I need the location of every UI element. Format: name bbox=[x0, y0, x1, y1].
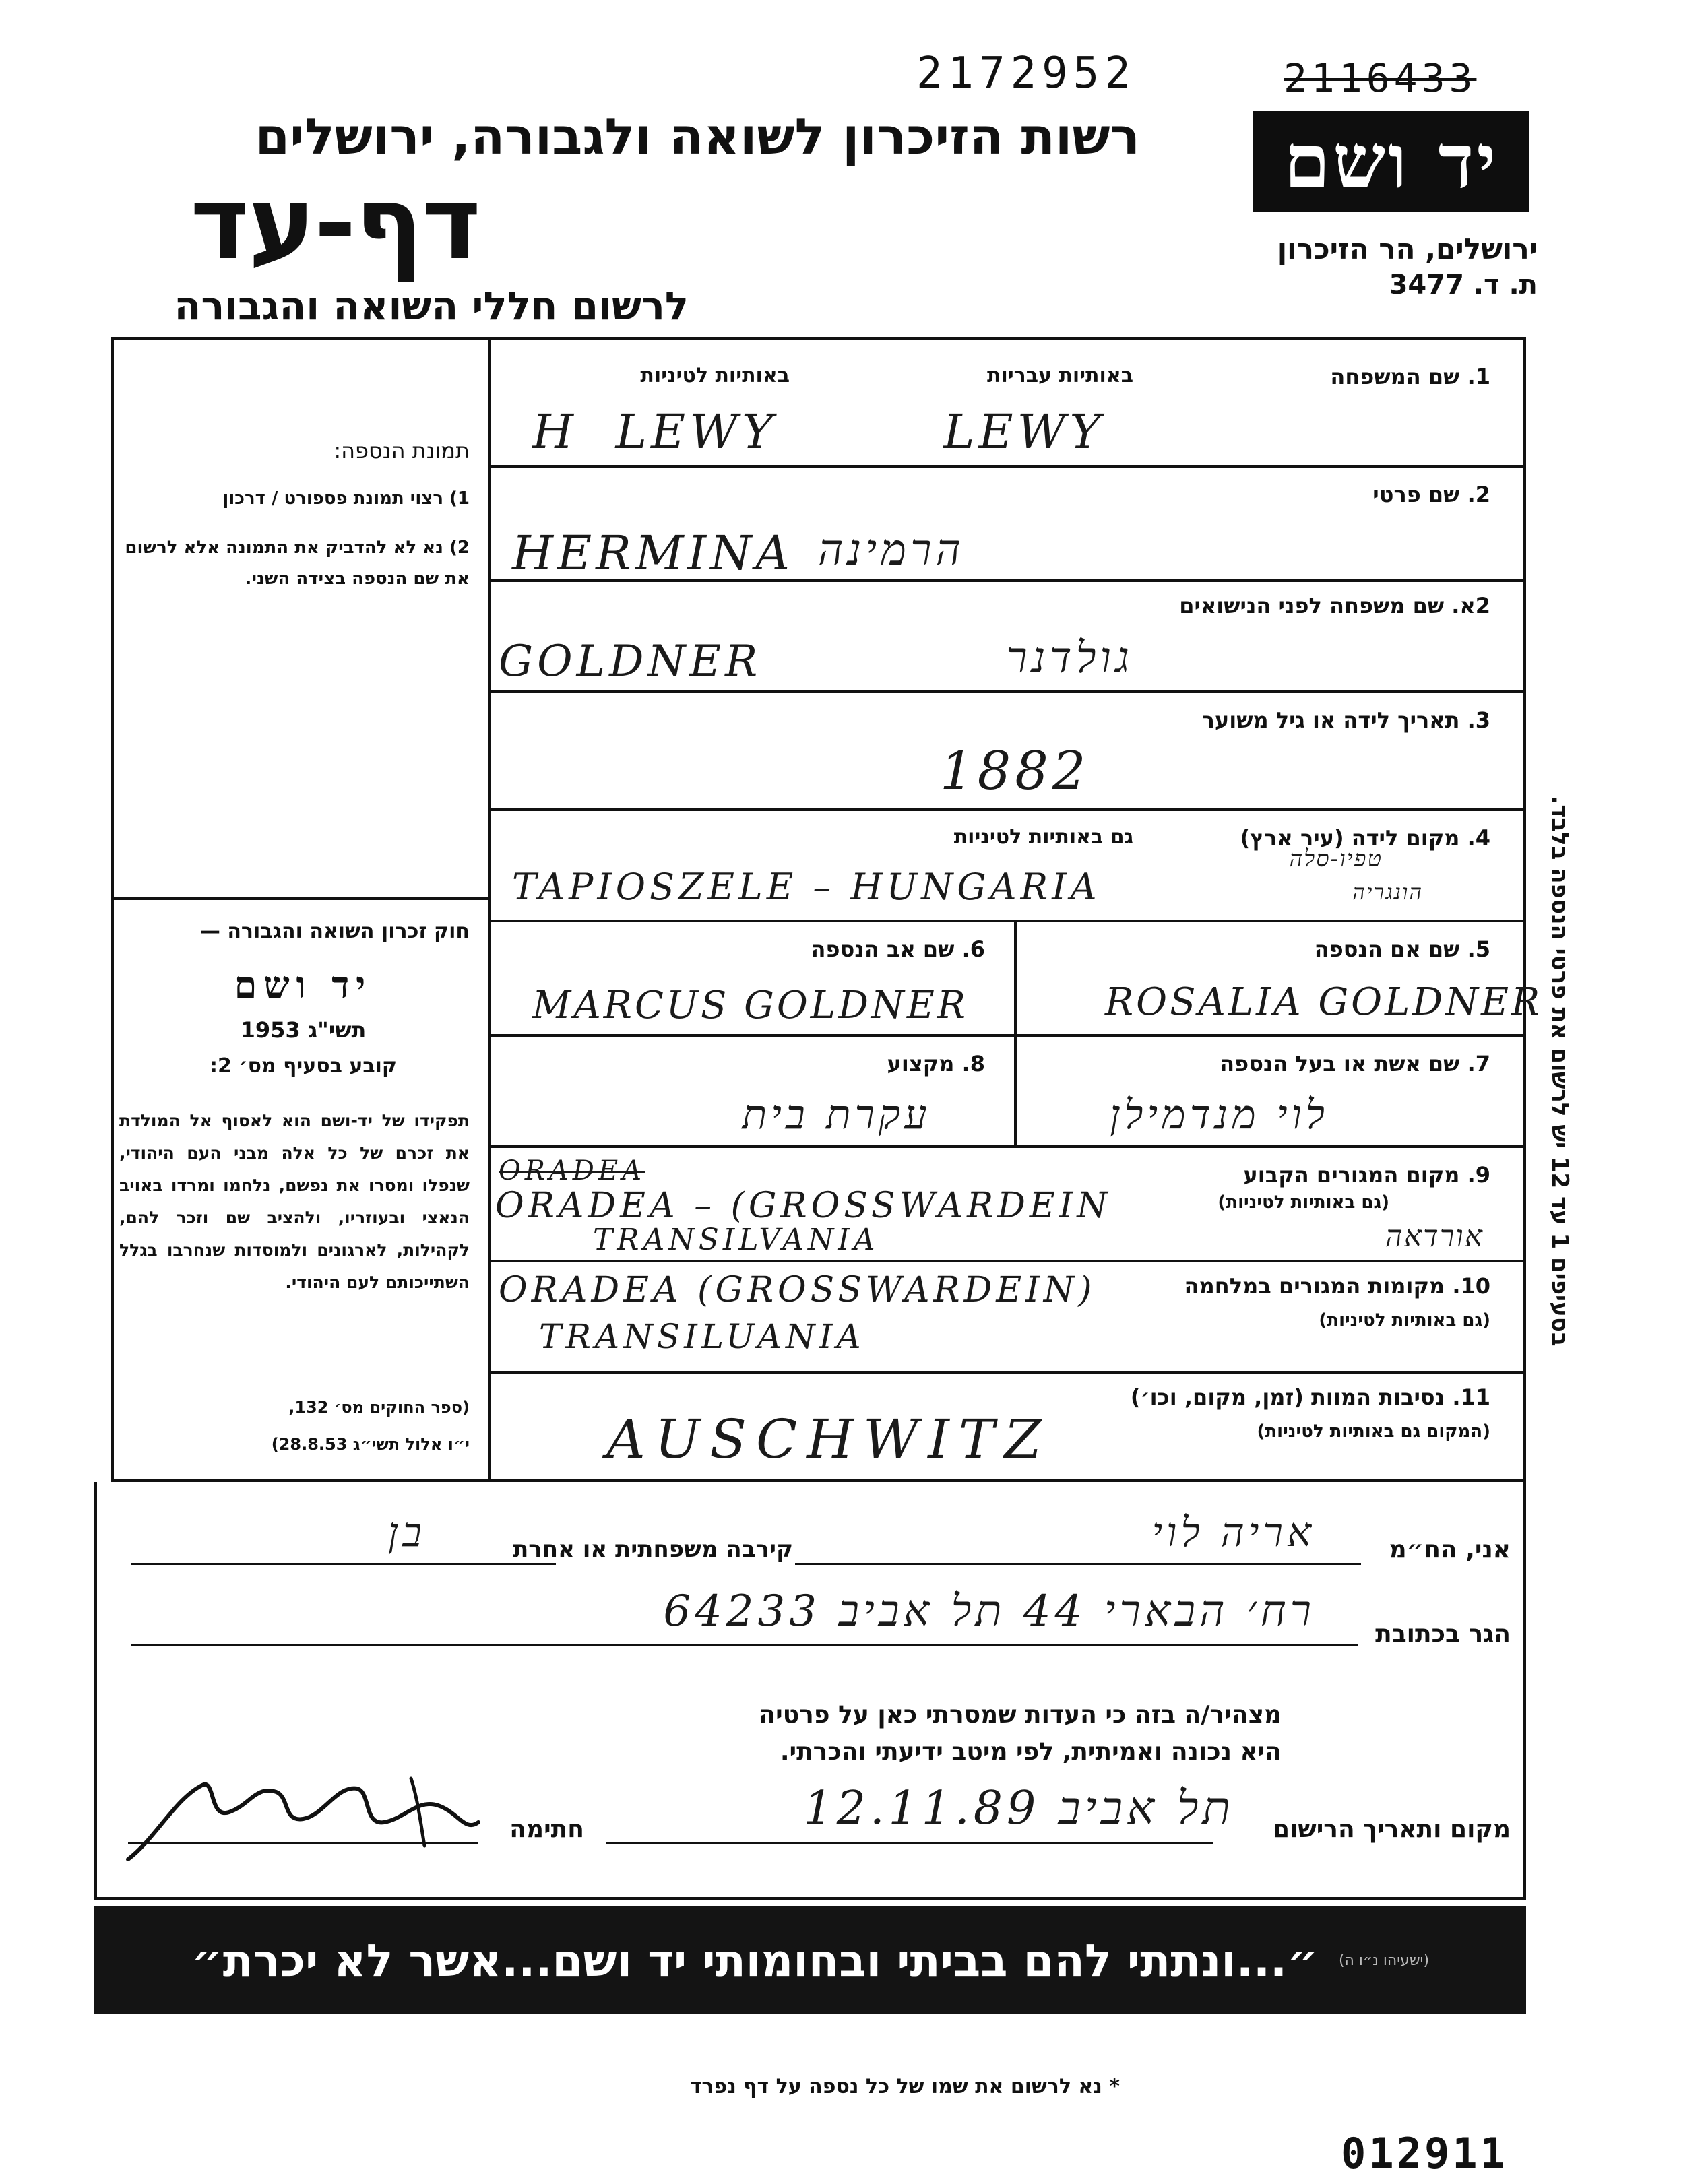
field-10-sub: (גם באותיות לטיניות) bbox=[1319, 1310, 1490, 1330]
field-9-value-struck: ORADEA bbox=[499, 1155, 645, 1186]
field-10-value-1: ORADEA (GROSSWARDEIN) bbox=[499, 1270, 1096, 1310]
field-8-label: 8. מקצוע bbox=[887, 1051, 985, 1077]
field-1-value-hebrew: LEWY bbox=[943, 404, 1105, 459]
field-2a-value-latin: GOLDNER bbox=[499, 637, 762, 686]
row-divider bbox=[488, 1034, 1526, 1037]
field-5-label: 5. שם אם הנספה bbox=[1314, 936, 1490, 962]
field-7-value: לוי מנדמילן bbox=[1110, 1091, 1329, 1138]
form-title: דף-עד bbox=[190, 165, 480, 282]
law-body: תפקידו של יד-ושם הוא לאסוף אל המולדת את זכרם של כל אלה מבני העם היהודי, שנפלו ומסרו את נפשם, נלחמו ומרדו באויב הנאצי ובעוזריו, ולהציב שם וזכר להם, לקהילות, לארגונים ולמוסדות שנחרבו בגלל השתייכותם לעם היהודי. bbox=[119, 1111, 470, 1292]
address-line bbox=[131, 1644, 1358, 1646]
row-divider bbox=[488, 920, 1526, 922]
declarant-value: אריה לוי bbox=[1151, 1509, 1315, 1556]
side-panel-divider bbox=[488, 337, 491, 1482]
law-name: יד ושם bbox=[234, 963, 373, 1006]
field-7-label: 7. שם אשת או בעל הנספה bbox=[1220, 1051, 1490, 1077]
row-divider bbox=[488, 465, 1526, 468]
field-6-value: MARCUS GOLDNER bbox=[532, 984, 968, 1027]
field-4-value-latin: TAPIOSZELE – HUNGARIA bbox=[512, 866, 1101, 908]
field-11-sub: (המקום גם באותיות לטיניות) bbox=[1257, 1421, 1490, 1442]
address-line-2: ת. ד. 3477 bbox=[1389, 269, 1538, 300]
field-9-value-hebrew: אורדאה bbox=[1385, 1219, 1484, 1254]
address-value: רח׳ הבארי 44 תל אביב 64233 bbox=[663, 1586, 1315, 1636]
statement-line-1: מצהיר/ה בזה כי העדות שמסרתי כאן על פרטיה bbox=[759, 1701, 1282, 1729]
field-11-value: AUSCHWITZ bbox=[606, 1408, 1051, 1471]
signature-scribble bbox=[115, 1758, 492, 1873]
place-date-label: מקום ותאריך הרישום bbox=[1272, 1816, 1511, 1843]
row-divider bbox=[488, 808, 1526, 811]
row-divider bbox=[488, 1371, 1526, 1374]
photo-law-divider bbox=[111, 897, 490, 900]
footer-doc-number: 012911 bbox=[1341, 2129, 1508, 2178]
field-3-label: 3. תאריך לידה או גיל משוער bbox=[1201, 707, 1490, 733]
side-note: בסעיפים 1 עד 12 יש לרשום את פרטי הנספה בלבד. bbox=[1546, 796, 1573, 1347]
field-8-value: עקרת בית bbox=[742, 1091, 931, 1138]
field-4-value-hebrew-2: הונגריה bbox=[1352, 879, 1423, 905]
row-divider bbox=[488, 1145, 1526, 1148]
field-2a-value-hebrew: גולדנר bbox=[1006, 633, 1133, 683]
address-label: הגר בכתובת bbox=[1375, 1620, 1511, 1648]
statement-line-2: היא נכונה ואמיתית, לפי מיטב ידיעתי והכרתי. bbox=[780, 1738, 1282, 1766]
place-date-value: תל אביב 12.11.89 bbox=[803, 1782, 1234, 1835]
footer-note: * נא לרשום את שמו של כל נספה על דף נפרד bbox=[689, 2075, 1120, 2098]
declarant-line bbox=[795, 1563, 1361, 1565]
law-reference-2: י״ו אלול תשי״ג 28.8.53) bbox=[271, 1435, 470, 1454]
photo-heading: תמונת הנספה: bbox=[334, 438, 470, 463]
field-3-value: 1882 bbox=[940, 741, 1090, 802]
field-9-label: 9. מקום המגורים הקבוע bbox=[1243, 1162, 1490, 1188]
declarant-label: אני, הח״מ bbox=[1389, 1536, 1511, 1564]
relation-label: קירבה משפחתית או אחרת bbox=[513, 1536, 793, 1563]
field-9-sub: (גם באותיות לטיניות) bbox=[1218, 1192, 1389, 1213]
field-4-value-hebrew-1: טפיו-סלה bbox=[1289, 845, 1383, 872]
place-date-line bbox=[606, 1842, 1213, 1844]
field-1-label: 1. שם המשפחה bbox=[1330, 364, 1490, 389]
field-2-value-latin: HERMINA bbox=[512, 525, 794, 581]
field-5-value: ROSALIA GOLDNER bbox=[1105, 980, 1543, 1024]
field-11-label: 11. נסיבות המוות (זמן, מקום, וכו׳) bbox=[1130, 1384, 1490, 1410]
row-divider bbox=[488, 1260, 1526, 1262]
yad-vashem-logo: יד ושם bbox=[1253, 111, 1529, 212]
field-9-value-2: TRANSILVANIA bbox=[593, 1223, 879, 1257]
field-2-label: 2. שם פרטי bbox=[1372, 482, 1490, 507]
field-1-hebrew-col: באותיות עבריות bbox=[987, 364, 1133, 387]
authority-title: רשות הזיכרון לשואה ולגבורה, ירושלים bbox=[255, 108, 1140, 166]
field-10-value-2: TRANSILUANIA bbox=[539, 1317, 865, 1356]
field-4-latin-note: גם באותיות לטיניות bbox=[953, 825, 1133, 849]
field-9-value-1: ORADEA – (GROSSWARDEIN bbox=[495, 1186, 1112, 1226]
signature-label: חתימה bbox=[509, 1816, 584, 1843]
address-line-1: ירושלים, הר הזיכרון bbox=[1277, 232, 1538, 265]
column-divider bbox=[1014, 920, 1017, 1145]
field-6-label: 6. שם אב הנספה bbox=[811, 936, 985, 962]
field-4-label: 4. מקום לידה (עיר ארץ) bbox=[1240, 825, 1490, 851]
field-1-latin-col: באותיות לטיניות bbox=[640, 364, 790, 387]
field-2a-label: 2א. שם משפחה לפני הנישואים bbox=[1179, 593, 1490, 618]
banner-source: (ישעיהו נ״ו ה) bbox=[1338, 1952, 1430, 1969]
document-number-top: 2172952 bbox=[916, 49, 1136, 98]
quote-banner bbox=[94, 1906, 1526, 2014]
field-2-value-hebrew: הרמינה bbox=[818, 525, 965, 575]
form-subtitle: לרשום חללי השואה והגבורה bbox=[174, 283, 689, 329]
law-heading: חוק זכרון השואה והגבורה — bbox=[199, 920, 470, 943]
document-number-struck: 2116433 bbox=[1284, 55, 1477, 101]
law-section: קובע בסעיף מס׳ 2: bbox=[209, 1054, 398, 1078]
relation-value: בן bbox=[387, 1509, 426, 1556]
photo-note-2: 2) נא לא להדביק את התמונה אלא לרשום את שם הנספה בצידה השני. bbox=[125, 538, 470, 589]
banner-quote: ״...ונתתי להם בביתי ובחומותי יד ושם...אשר לא יכרת״ bbox=[191, 1934, 1319, 1987]
relation-line bbox=[131, 1563, 556, 1565]
law-reference-1: (ספר החוקים מס׳ 132, bbox=[288, 1398, 470, 1417]
law-year: תשי"ג 1953 bbox=[240, 1017, 367, 1043]
row-divider bbox=[488, 690, 1526, 693]
field-1-value-latin: H LEWY bbox=[532, 404, 778, 459]
photo-note-1: 1) רצוי תמונת פספורט / דרכון bbox=[222, 488, 470, 509]
field-10-label: 10. מקומות המגורים במלחמה bbox=[1184, 1273, 1490, 1299]
form-frame bbox=[111, 337, 1526, 1482]
